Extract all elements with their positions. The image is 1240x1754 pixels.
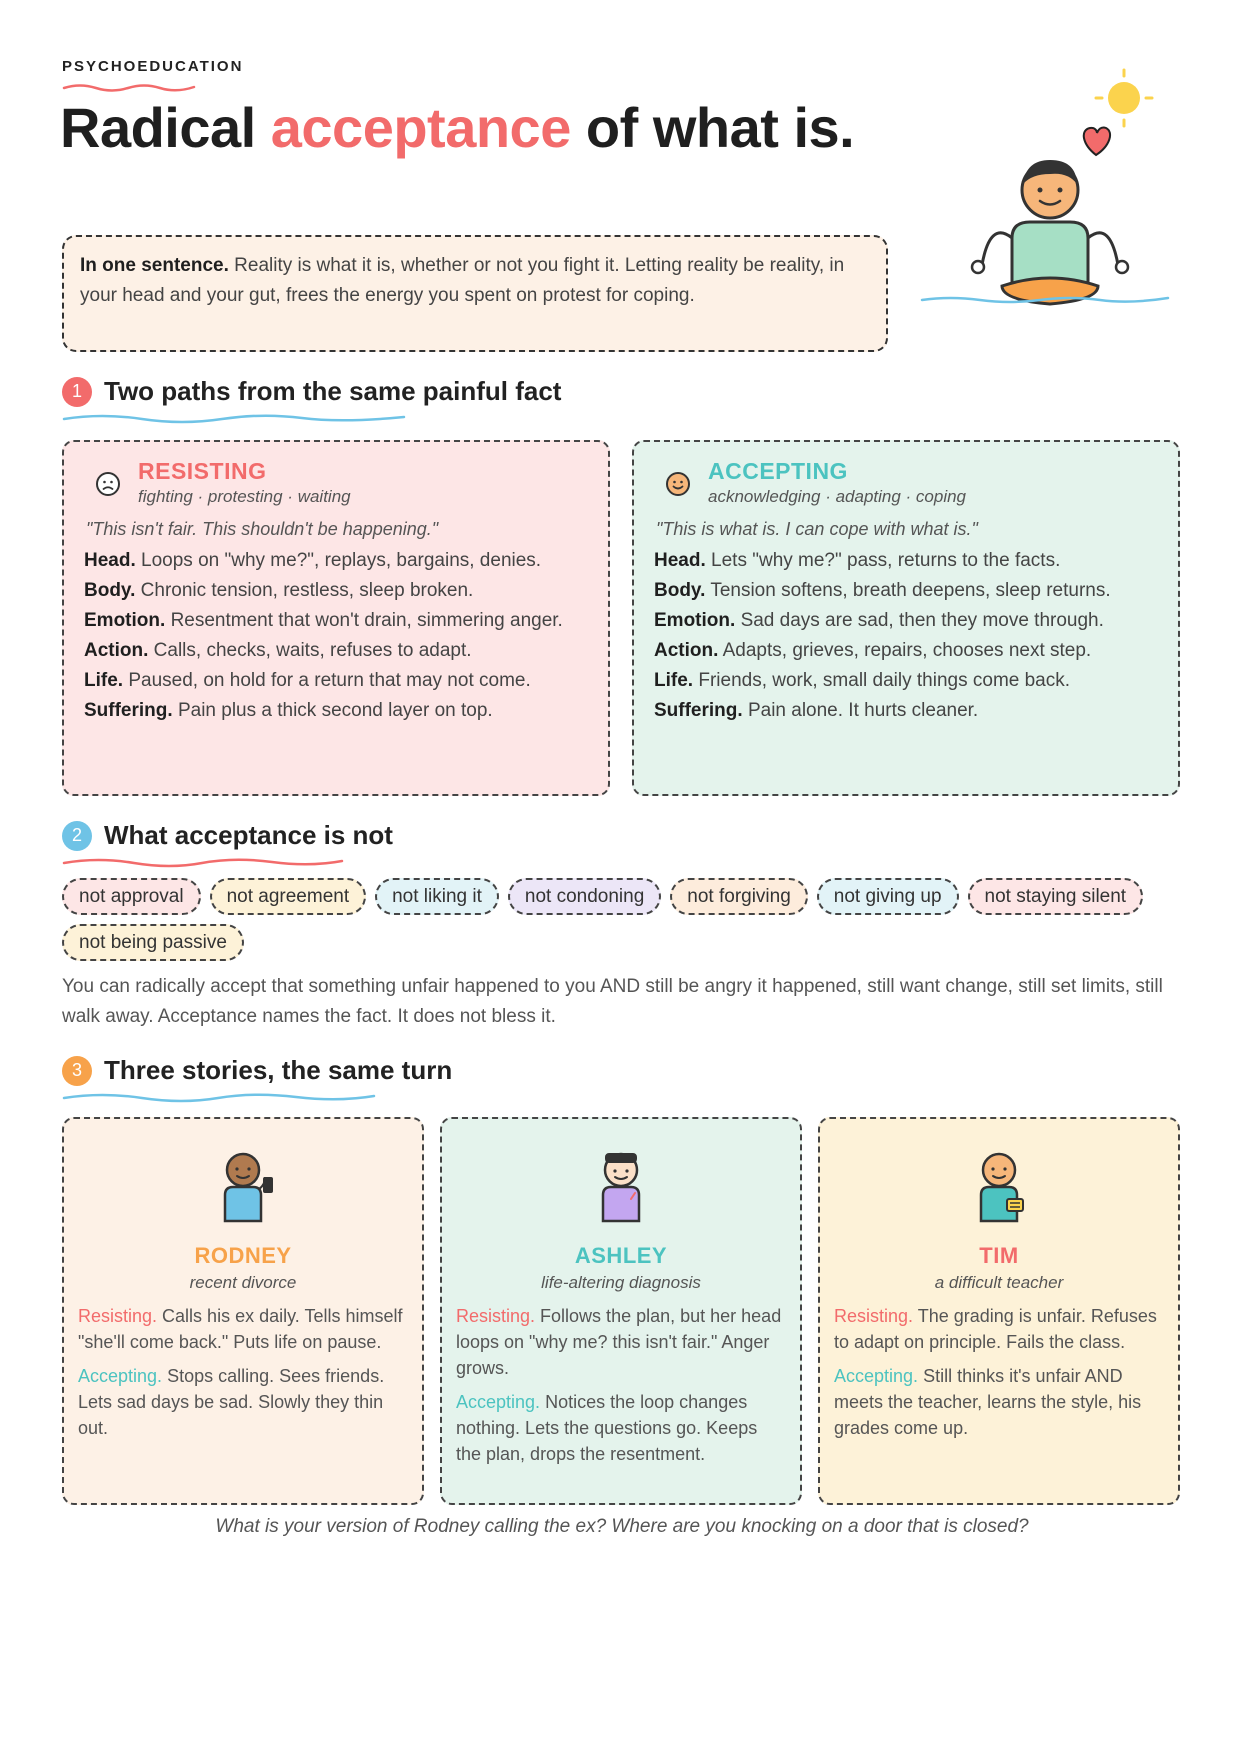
acceptance-note: You can radically accept that something unfair happened to you AND still be angry it happened, still want change, still set limits, still walk away. Acceptance names the fact. It does not bless it. [62,976,1163,1027]
tim-accepting: Accepting. Still thinks it's unfair AND meets the teacher, learns the style, his grades come up. [834,1366,1142,1438]
story-card-ashley [440,1117,802,1505]
rodney-accepting: Accepting. Stops calling. Sees friends. Lets sad days be sad. Slowly they thin out. [78,1366,385,1438]
accepting-card [632,440,1180,796]
title-accent: acceptance [270,96,571,159]
sad-face-icon [94,470,122,498]
resisting-row-emotion: Emotion. Resentment that won't drain, simmering anger. [84,610,563,631]
section-3-title: Three stories, the same turn [104,1055,453,1085]
resisting-name: RESISTING [138,458,267,484]
chip-not-approval: not approval [62,878,201,915]
ashley-avatar [581,1143,661,1223]
resisting-row-suffering: Suffering. Pain plus a thick second layer on top. [84,700,493,721]
summary-text: Reality is what it is, whether or not you fight it. Letting reality be reality, in your head and your gut, frees the energy you spent on protest for coping. [80,255,845,306]
summary-label: In one sentence. [80,255,229,276]
section-3-underline [62,1091,376,1103]
summary-box [62,235,888,352]
chip-not-staying-silent: not staying silent [968,878,1144,915]
resisting-row-body: Body. Chronic tension, restless, sleep broken. [84,580,474,601]
title-part-1: Radical [60,96,256,159]
tim-subtitle: a difficult teacher [934,1273,1064,1292]
title-part-2: of what is. [585,96,855,159]
section-1-header [62,376,561,407]
chip-not-agreement: not agreement [210,878,367,915]
rodney-subtitle: recent divorce [189,1273,297,1292]
section-1-number: 1 [62,377,92,407]
resisting-row-head: Head. Loops on "why me?", replays, bargains, denies. [84,550,542,571]
ashley-accepting: Accepting. Notices the loop changes nothing. Lets the questions go. Keeps the plan, drops the resentment. [456,1392,758,1464]
ashley-subtitle: life-altering diagnosis [541,1273,701,1292]
section-2-number: 2 [62,821,92,851]
meditating-person-illustration [920,60,1180,320]
accepting-row-suffering: Suffering. Pain alone. It hurts cleaner. [654,700,979,721]
resisting-card [62,440,610,796]
chip-not-liking-it: not liking it [375,878,499,915]
rodney-resisting: Resisting. Calls his ex daily. Tells himself "she'll come back." Puts life on pause. [78,1306,403,1352]
tim-name: TIM [979,1243,1019,1268]
accepting-row-body: Body. Tension softens, breath deepens, sleep returns. [654,580,1111,601]
chip-not-condoning: not condoning [508,878,661,915]
story-card-tim [818,1117,1180,1505]
resisting-row-life: Life. Paused, on hold for a return that may not come. [84,670,531,691]
accepting-subtitle: acknowledging · adapting · coping [708,487,967,506]
tim-avatar [959,1143,1039,1223]
ashley-resisting: Resisting. Follows the plan, but her head loops on "why me? this isn't fair." Anger grows. [456,1306,782,1378]
section-3-header [62,1055,452,1086]
chip-not-being-passive: not being passive [62,924,244,961]
closing-question: What is your version of Rodney calling the ex? Where are you knocking on a door that is closed? [215,1516,1029,1537]
chip-not-forgiving: not forgiving [670,878,808,915]
section-2-title: What acceptance is not [104,820,393,850]
eyebrow-underline [62,82,196,92]
accepting-quote: "This is what is. I can cope with what is." [656,519,978,539]
rodney-avatar [203,1143,283,1223]
story-card-rodney [62,1117,424,1505]
section-1-underline [62,412,406,424]
tim-resisting: Resisting. The grading is unfair. Refuses to adapt on principle. Fails the class. [834,1306,1157,1352]
resisting-quote: "This isn't fair. This shouldn't be happening." [86,519,439,539]
heart-icon [1084,127,1110,155]
chip-not-giving-up: not giving up [817,878,959,915]
section-3-number: 3 [62,1056,92,1086]
page-title [60,98,860,158]
section-1-title: Two paths from the same painful fact [104,376,562,406]
accepting-row-emotion: Emotion. Sad days are sad, then they move through. [654,610,1104,631]
resisting-subtitle: fighting · protesting · waiting [138,487,351,506]
accepting-row-action: Action. Adapts, grieves, repairs, chooses next step. [654,640,1092,661]
eyebrow-label: PSYCHOEDUCATION [62,58,244,75]
ashley-name: ASHLEY [574,1243,668,1268]
smiling-face-icon [664,470,692,498]
accepting-row-head: Head. Lets "why me?" pass, returns to the facts. [654,550,1061,571]
section-2-header [62,820,393,851]
accepting-row-life: Life. Friends, work, small daily things come back. [654,670,1071,691]
sun-icon [1096,70,1152,126]
rodney-name: RODNEY [194,1243,292,1268]
accepting-name: ACCEPTING [708,458,848,484]
section-2-underline [62,856,344,868]
not-list-chips [62,878,1182,961]
resisting-row-action: Action. Calls, checks, waits, refuses to adapt. [84,640,472,661]
